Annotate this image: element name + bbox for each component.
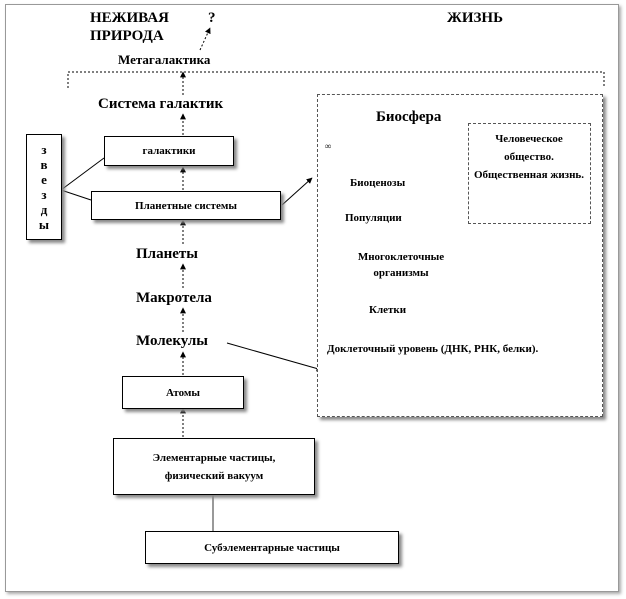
macrobodies-label: Макротела xyxy=(136,290,212,306)
biocenoses-label: Биоценозы xyxy=(350,177,406,189)
cells-label: Клетки xyxy=(369,304,407,316)
stars-letter: д xyxy=(40,202,48,217)
stars-line-1 xyxy=(61,158,104,190)
stars-letter: ы xyxy=(38,217,50,232)
biosphere-label: Биосфера xyxy=(376,109,442,125)
inanimate-nature-label: НЕЖИВАЯ ПРИРОДА xyxy=(90,10,169,44)
molecules-label: Молекулы xyxy=(136,333,209,349)
stars-letter: е xyxy=(41,172,47,187)
precellular-label: Доклеточный уровень (ДНК, РНК, белки). xyxy=(327,343,539,355)
multicellular-label: Многоклеточные организмы xyxy=(357,251,445,279)
arrow-planetary-life xyxy=(282,178,312,205)
society-label: Человеческое общество. Общественная жизнь. xyxy=(474,133,584,181)
question-arrow xyxy=(200,28,210,50)
atoms-box: Атомы xyxy=(122,376,244,409)
life-label: ЖИЗНЬ xyxy=(447,10,504,26)
metagalaxy-label: Метагалактика xyxy=(118,52,211,67)
metagalaxy-bracket xyxy=(68,72,604,88)
stars-line-2 xyxy=(61,190,91,200)
infinity-mark: ∞ xyxy=(325,141,332,151)
galaxies-box: галактики xyxy=(104,136,234,166)
question-mark: ? xyxy=(208,10,216,26)
planets-label: Планеты xyxy=(136,246,198,262)
stars-letter: з xyxy=(41,187,47,202)
stars-box xyxy=(26,134,62,240)
stars-letter: з xyxy=(41,142,47,157)
stars-letter: в xyxy=(40,157,48,172)
planetary-systems-box: Планетные системы xyxy=(91,191,281,220)
populations-label: Популяции xyxy=(345,212,402,224)
arrow-molecules-precellular xyxy=(227,343,322,370)
subelementary-particles-box: Субэлементарные частицы xyxy=(145,531,399,564)
elementary-particles-box: Элементарные частицы, физический вакуум xyxy=(113,438,315,495)
galaxy-system-label: Система галактик xyxy=(98,96,224,112)
